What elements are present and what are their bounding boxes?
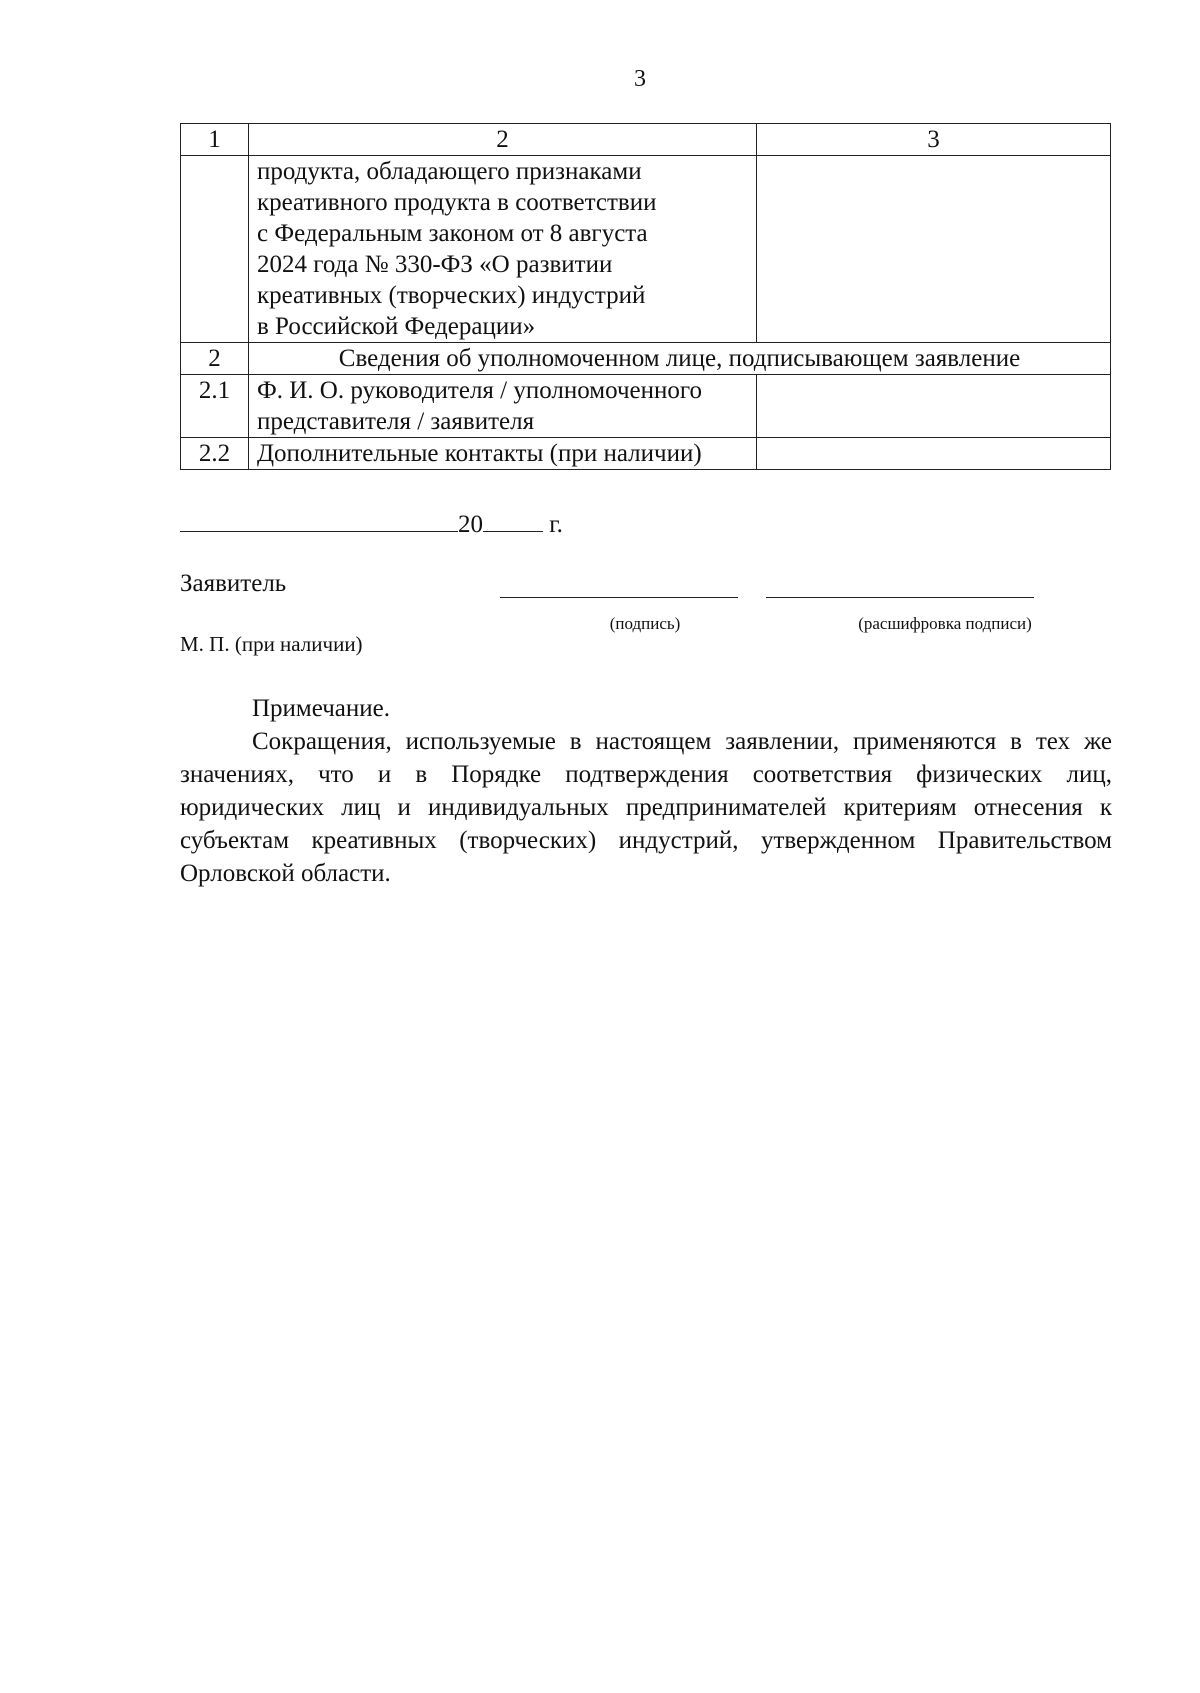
note-title: Примечание.: [252, 695, 391, 722]
signature-decoding-line[interactable]: [766, 597, 1034, 598]
continuation-row: [181, 156, 1111, 343]
row-number: 2.1: [181, 375, 249, 438]
continuation-value-cell: [757, 156, 1111, 343]
row-label-line: Ф. И. О. руководителя / уполномоченного: [257, 377, 703, 404]
signature-line[interactable]: [500, 597, 738, 598]
row-label-cell: [249, 438, 757, 470]
note-text: Сокращения, используемые в настоящем заявлении, применяются в тех же значениях, что и в Порядке подтверждения соответствия физических лиц, юридических лиц и индивидуальных предпринимателей критериям отнесения к субъектам креативных (творческих) индустрий, утвержденном Правительством Орловской области.: [180, 728, 1112, 887]
row-label-line: представителя / заявителя: [257, 408, 535, 435]
table-row: [181, 438, 1111, 470]
continuation-line: 2024 года № 330-ФЗ «О развитии: [257, 251, 613, 278]
note-block: [180, 692, 1112, 890]
row-value-cell[interactable]: [757, 438, 1111, 470]
table-header-row: [181, 124, 1111, 156]
continuation-text-cell: [249, 156, 757, 343]
continuation-line: продукта, обладающего признаками: [257, 158, 642, 185]
date-line: [180, 505, 563, 539]
row-number: 2.2: [181, 438, 249, 470]
row-label-cell: [249, 375, 757, 438]
row-value-cell[interactable]: [757, 375, 1111, 438]
continuation-line: креативных (творческих) индустрий: [257, 282, 646, 309]
continuation-line: в Российской Федерации»: [257, 313, 536, 340]
page-number: 3: [634, 66, 646, 92]
year-suffix: г.: [549, 511, 563, 538]
date-blank[interactable]: [180, 505, 458, 532]
continuation-number-cell: [181, 156, 249, 343]
signature-caption: (подпись): [609, 614, 681, 633]
continuation-line: креативного продукта в соответствии: [257, 189, 657, 216]
continuation-line: с Федеральным законом от 8 августа: [257, 220, 648, 247]
column-header-2: 2: [249, 124, 757, 156]
applicant-label: Заявитель: [180, 570, 287, 597]
application-table: [180, 123, 1111, 470]
year-prefix: 20: [458, 511, 483, 538]
column-header-3: 3: [757, 124, 1111, 156]
column-header-1: 1: [181, 124, 249, 156]
section-title: Сведения об уполномоченном лице, подписывающем заявление: [249, 343, 1111, 375]
year-blank[interactable]: [483, 505, 543, 532]
seal-label: М. П. (при наличии): [180, 632, 363, 656]
signature-decoding-caption: (расшифровка подписи): [858, 614, 1032, 633]
section-number: 2: [181, 343, 249, 375]
section-row: [181, 343, 1111, 375]
table-row: [181, 375, 1111, 438]
row-label-line: Дополнительные контакты (при наличии): [257, 440, 702, 467]
